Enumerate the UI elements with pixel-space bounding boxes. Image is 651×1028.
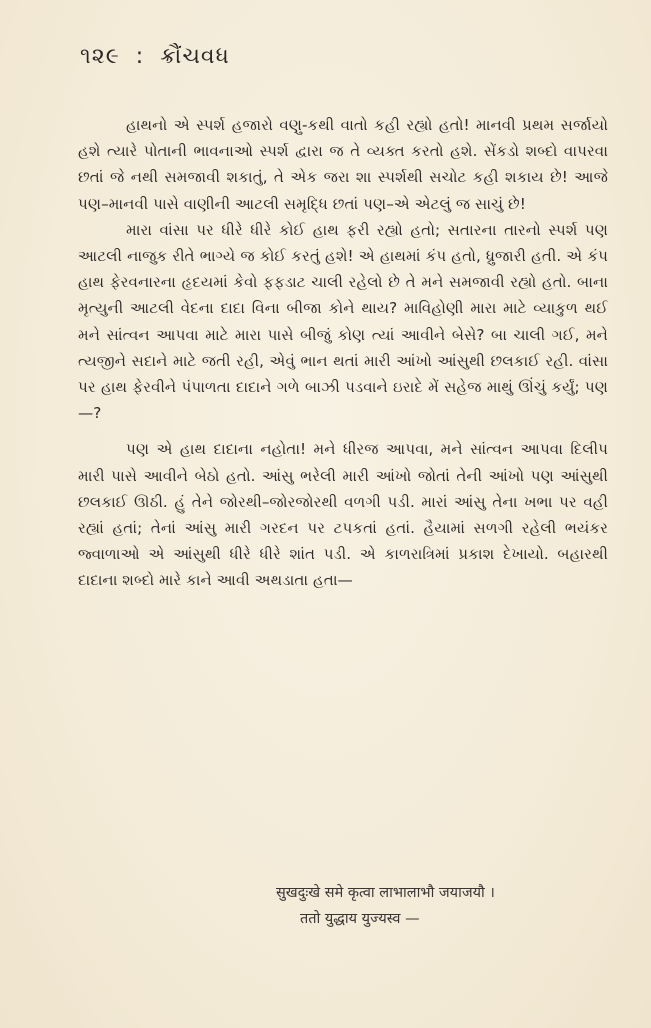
paragraph-1: હાથનો એ સ્પર્શ હજારો વણુ-કથી વાતો કહી રહ્યો હતો! માનવી પ્રથમ સર્જાયો હશે ત્યારે પોતાની ભાવનાઓ સ્પર્શ દ્વારા જ તે વ્યક્ત કરતો હશે. સેંકડો શબ્દો વાપરવા છતાં જે નથી સમજાવી શકાતું, તે એક જરા શા સ્પર્શથી સચોટ કહી શકાય છે! આજે પણ–માનવી પાસે વાણીની આટલી સમૃદ્ધિ છતાં પણ–એ એટલું જ સાચું છે! bbox=[78, 116, 608, 213]
book-title: ક્રૌંચવધ bbox=[160, 44, 230, 69]
page-number: ૧૨૯ bbox=[80, 44, 120, 69]
header-separator: : bbox=[135, 44, 145, 69]
paragraph-2: મારા વાંસા પર ધીરે ધીરે કોઈ હાથ ફરી રહ્યો હતો; સતારના તારનો સ્પર્શ પણ આટલી નાજુક રીતે ભાગ્યે જ કોઈ કરતું હશે! એ હાથમાં કંપ હતો, ધ્રુજારી હતી. એ કંપ હાથ ફેરવનારના હૃદયમાં કેવો ફફડાટ ચાલી રહેલો છે તે મને સમજાવી રહ્યો હતો. બાના મૃત્યુની આટલી વેદના દાદા વિના બીજા કોને થાય? માવિહોણી મારા માટે વ્યાકુળ થઈ મને સાંત્વન આપવા માટે મારા પાસે બીજું કોણ ત્યાં આવીને બેસે? બા ચાલી ગઈ, મને ત્યજીને સદાને માટે જતી રહી, એવું ભાન થતાં મારી આંખો આંસુથી છલકાઈ રહી. વાંસા પર હાથ ફેરવીને પંપાળતા દાદાને ગળે બાઝી પડવાને ઇરાદે મેં સહેજ માથું ઊંચું કર્યું; પણ—? bbox=[78, 220, 608, 423]
verse-line-2: ततो युद्धाय युज्यस्व — bbox=[300, 911, 420, 927]
paragraph-3: પણ એ હાથ દાદાના નહોતા! મને ધીરજ આપવા, મને સાંત્વન આપવા દિલીપ મારી પાસે આવીને બેઠો હતો. આંસુ ભરેલી મારી આંખો જોતાં તેની આંખો પણ આંસુથી છલકાઈ ઊઠી. હું તેને જોરથી–જોરજોરથી વળગી પડી. મારાં આંસુ તેના ખભા પર વહી રહ્યાં હતાં; તેનાં આંસુ મારી ગરદન પર ટપકતાં હતાં. હૈયામાં સળગી રહેલી ભયંકર જ્વાળાઓ એ આંસુથી ધીરે ધીરે શાંત પડી. એ કાળરાત્રિમાં પ્રકાશ દેખાયો. બહારથી દાદાના શબ્દો મારે કાને આવી અથડાતા હતા— bbox=[78, 440, 608, 590]
page-header bbox=[80, 44, 230, 69]
page-body bbox=[78, 112, 608, 594]
sanskrit-verse bbox=[276, 880, 495, 932]
verse-line-1: सुखदुःखे समे कृत्वा लाभालाभौ जयाजयौ । bbox=[276, 885, 495, 901]
